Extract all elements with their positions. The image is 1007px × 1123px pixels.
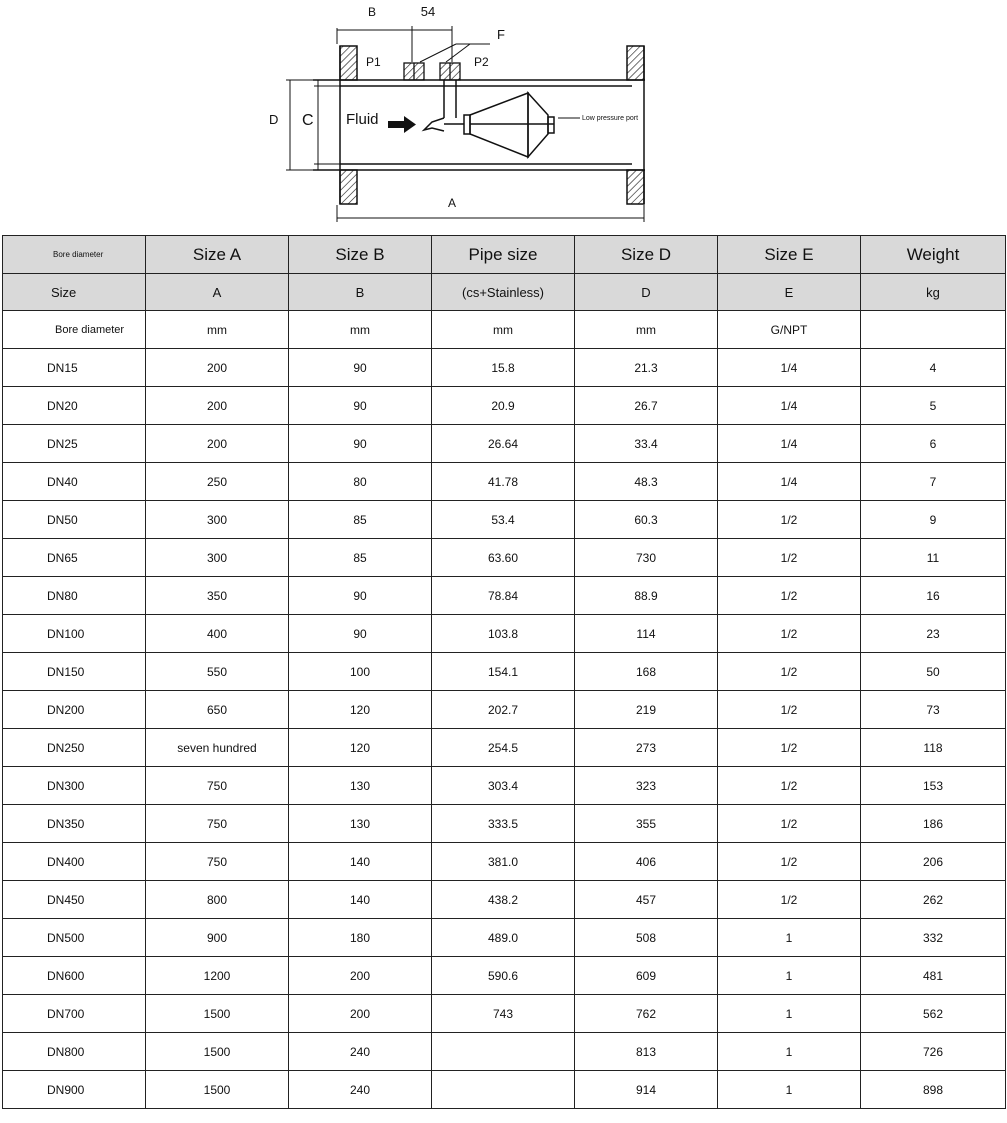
label-b: B bbox=[367, 5, 377, 19]
cell-size-a: 900 bbox=[146, 919, 289, 957]
cell-size-e: 1/2 bbox=[718, 615, 861, 653]
cell-size-b: 240 bbox=[289, 1071, 432, 1109]
cell-size-b: 90 bbox=[289, 349, 432, 387]
cell-weight: 118 bbox=[861, 729, 1006, 767]
cell-size-e: 1/4 bbox=[718, 463, 861, 501]
cell-size-e: 1/4 bbox=[718, 349, 861, 387]
cell-weight: 481 bbox=[861, 957, 1006, 995]
cell-bore-size: Size bbox=[3, 274, 146, 311]
cell-size-d: 273 bbox=[575, 729, 718, 767]
cell-size-d: 21.3 bbox=[575, 349, 718, 387]
cell-size-b: 130 bbox=[289, 805, 432, 843]
cell-size-a: 650 bbox=[146, 691, 289, 729]
cell-weight: 153 bbox=[861, 767, 1006, 805]
cell-weight: 5 bbox=[861, 387, 1006, 425]
cell-size-d: Size D bbox=[575, 236, 718, 274]
cell-weight: 11 bbox=[861, 539, 1006, 577]
cell-weight: 262 bbox=[861, 881, 1006, 919]
cell-size-b: mm bbox=[289, 311, 432, 349]
cell-size-d: 914 bbox=[575, 1071, 718, 1109]
cell-size-a: 1500 bbox=[146, 1033, 289, 1071]
cell-weight: 4 bbox=[861, 349, 1006, 387]
label-a: A bbox=[447, 196, 457, 210]
cell-size-b: 140 bbox=[289, 881, 432, 919]
table-row bbox=[3, 539, 1006, 577]
table-row bbox=[3, 843, 1006, 881]
cell-pipe-size: 26.64 bbox=[432, 425, 575, 463]
cell-pipe-size: Pipe size bbox=[432, 236, 575, 274]
cell-size-b: 80 bbox=[289, 463, 432, 501]
cell-bore-size: DN350 bbox=[3, 805, 146, 843]
cone-element bbox=[424, 80, 554, 157]
cell-size-d: 813 bbox=[575, 1033, 718, 1071]
label-54: 54 bbox=[420, 4, 436, 19]
cell-size-e: 1 bbox=[718, 995, 861, 1033]
cell-size-b: 120 bbox=[289, 691, 432, 729]
cell-weight: 332 bbox=[861, 919, 1006, 957]
cell-bore-size: DN150 bbox=[3, 653, 146, 691]
cell-pipe-size: 381.0 bbox=[432, 843, 575, 881]
flow-arrow bbox=[388, 116, 416, 133]
cell-weight: 9 bbox=[861, 501, 1006, 539]
table-row bbox=[3, 387, 1006, 425]
table-row bbox=[3, 1071, 1006, 1109]
table-row bbox=[3, 995, 1006, 1033]
table-row bbox=[3, 691, 1006, 729]
cell-bore-size: DN600 bbox=[3, 957, 146, 995]
cell-bore-size: DN900 bbox=[3, 1071, 146, 1109]
header-row bbox=[3, 274, 1006, 311]
cell-pipe-size: 41.78 bbox=[432, 463, 575, 501]
cell-size-e: 1/2 bbox=[718, 805, 861, 843]
cell-weight: 7 bbox=[861, 463, 1006, 501]
cell-size-a: 800 bbox=[146, 881, 289, 919]
cell-size-d: 48.3 bbox=[575, 463, 718, 501]
label-p1: P1 bbox=[366, 55, 381, 69]
cell-weight: 898 bbox=[861, 1071, 1006, 1109]
cell-size-b: 200 bbox=[289, 995, 432, 1033]
cell-pipe-size bbox=[432, 1033, 575, 1071]
cell-size-a: 250 bbox=[146, 463, 289, 501]
cell-size-d: 219 bbox=[575, 691, 718, 729]
cell-weight: kg bbox=[861, 274, 1006, 311]
label-p2: P2 bbox=[474, 55, 489, 69]
cell-size-e: 1/4 bbox=[718, 425, 861, 463]
table-row bbox=[3, 615, 1006, 653]
cell-weight: 6 bbox=[861, 425, 1006, 463]
table-row bbox=[3, 577, 1006, 615]
cell-size-e: 1/2 bbox=[718, 501, 861, 539]
flowmeter-dimension-drawing bbox=[0, 0, 1007, 232]
cell-size-e: 1 bbox=[718, 957, 861, 995]
pressure-tap-p2 bbox=[440, 63, 460, 80]
cell-size-d: 762 bbox=[575, 995, 718, 1033]
cell-weight: 16 bbox=[861, 577, 1006, 615]
cell-bore-size: Bore diameter bbox=[3, 311, 146, 349]
cell-size-e: 1 bbox=[718, 1071, 861, 1109]
cell-pipe-size: 53.4 bbox=[432, 501, 575, 539]
cell-size-b: 130 bbox=[289, 767, 432, 805]
cell-size-a: A bbox=[146, 274, 289, 311]
cell-size-d: 355 bbox=[575, 805, 718, 843]
cell-bore-size: DN700 bbox=[3, 995, 146, 1033]
cell-bore-size: DN800 bbox=[3, 1033, 146, 1071]
cell-size-b: 180 bbox=[289, 919, 432, 957]
cell-size-d: 508 bbox=[575, 919, 718, 957]
cell-size-a: 750 bbox=[146, 843, 289, 881]
cell-size-d: mm bbox=[575, 311, 718, 349]
cell-size-e: E bbox=[718, 274, 861, 311]
cell-bore-size: DN250 bbox=[3, 729, 146, 767]
cell-size-e: 1/2 bbox=[718, 881, 861, 919]
table-row bbox=[3, 463, 1006, 501]
cell-size-b: 85 bbox=[289, 501, 432, 539]
cell-size-e: G/NPT bbox=[718, 311, 861, 349]
cell-bore-size: DN50 bbox=[3, 501, 146, 539]
cell-size-d: 60.3 bbox=[575, 501, 718, 539]
cell-size-d: 33.4 bbox=[575, 425, 718, 463]
cell-pipe-size: 20.9 bbox=[432, 387, 575, 425]
cell-size-b: 120 bbox=[289, 729, 432, 767]
cell-size-b: 100 bbox=[289, 653, 432, 691]
table-row bbox=[3, 425, 1006, 463]
cell-size-b: 90 bbox=[289, 387, 432, 425]
cell-size-d: 168 bbox=[575, 653, 718, 691]
table-row bbox=[3, 767, 1006, 805]
label-d: D bbox=[269, 112, 279, 127]
cell-size-e: Size E bbox=[718, 236, 861, 274]
cell-pipe-size: (cs+Stainless) bbox=[432, 274, 575, 311]
flange-right bbox=[627, 46, 644, 204]
cell-weight: 73 bbox=[861, 691, 1006, 729]
cell-size-b: 90 bbox=[289, 425, 432, 463]
cell-size-e: 1/2 bbox=[718, 843, 861, 881]
table-row bbox=[3, 501, 1006, 539]
cell-pipe-size: 15.8 bbox=[432, 349, 575, 387]
cell-size-d: D bbox=[575, 274, 718, 311]
cell-size-a: 300 bbox=[146, 501, 289, 539]
cell-size-e: 1 bbox=[718, 919, 861, 957]
cell-bore-size: DN20 bbox=[3, 387, 146, 425]
cell-pipe-size: 438.2 bbox=[432, 881, 575, 919]
cell-pipe-size: 103.8 bbox=[432, 615, 575, 653]
pressure-tap-p1 bbox=[404, 63, 424, 80]
cell-pipe-size: 78.84 bbox=[432, 577, 575, 615]
cell-size-e: 1/4 bbox=[718, 387, 861, 425]
cell-size-d: 114 bbox=[575, 615, 718, 653]
cell-size-d: 88.9 bbox=[575, 577, 718, 615]
cell-bore-size: DN400 bbox=[3, 843, 146, 881]
cell-pipe-size: 743 bbox=[432, 995, 575, 1033]
cell-size-a: 400 bbox=[146, 615, 289, 653]
cell-size-b: B bbox=[289, 274, 432, 311]
cell-pipe-size: 254.5 bbox=[432, 729, 575, 767]
table-row bbox=[3, 957, 1006, 995]
cell-size-a: 200 bbox=[146, 349, 289, 387]
cell-size-d: 323 bbox=[575, 767, 718, 805]
cell-pipe-size: 590.6 bbox=[432, 957, 575, 995]
cell-bore-size: DN450 bbox=[3, 881, 146, 919]
table-row bbox=[3, 1033, 1006, 1071]
cell-size-a: 200 bbox=[146, 387, 289, 425]
cell-size-b: 140 bbox=[289, 843, 432, 881]
dimension-table bbox=[2, 235, 1006, 1109]
cell-weight: 50 bbox=[861, 653, 1006, 691]
cell-size-d: 26.7 bbox=[575, 387, 718, 425]
cell-size-e: 1/2 bbox=[718, 653, 861, 691]
cell-size-e: 1/2 bbox=[718, 577, 861, 615]
units-row bbox=[3, 311, 1006, 349]
cell-size-a: 1500 bbox=[146, 995, 289, 1033]
cell-size-a: 750 bbox=[146, 767, 289, 805]
cell-bore-size: DN500 bbox=[3, 919, 146, 957]
header-row bbox=[3, 236, 1006, 274]
cell-pipe-size: 333.5 bbox=[432, 805, 575, 843]
cell-weight bbox=[861, 311, 1006, 349]
cell-size-b: 90 bbox=[289, 577, 432, 615]
cell-weight: 186 bbox=[861, 805, 1006, 843]
cell-size-a: seven hundred bbox=[146, 729, 289, 767]
cell-bore-size: DN15 bbox=[3, 349, 146, 387]
cell-size-a: 300 bbox=[146, 539, 289, 577]
cell-bore-size: DN100 bbox=[3, 615, 146, 653]
label-c: C bbox=[302, 112, 314, 129]
cell-size-a: 350 bbox=[146, 577, 289, 615]
cell-size-b: 200 bbox=[289, 957, 432, 995]
table-row bbox=[3, 805, 1006, 843]
table-row bbox=[3, 881, 1006, 919]
cell-size-a: 1200 bbox=[146, 957, 289, 995]
cell-size-d: 457 bbox=[575, 881, 718, 919]
cell-pipe-size bbox=[432, 1071, 575, 1109]
cell-size-a: 550 bbox=[146, 653, 289, 691]
table-row bbox=[3, 349, 1006, 387]
cell-pipe-size: 303.4 bbox=[432, 767, 575, 805]
cell-pipe-size: 154.1 bbox=[432, 653, 575, 691]
table-row bbox=[3, 653, 1006, 691]
cell-bore-size: DN200 bbox=[3, 691, 146, 729]
cell-size-a: 200 bbox=[146, 425, 289, 463]
label-fluid: Fluid bbox=[346, 111, 379, 128]
cell-size-a: mm bbox=[146, 311, 289, 349]
cell-pipe-size: mm bbox=[432, 311, 575, 349]
cell-size-e: 1/2 bbox=[718, 729, 861, 767]
cell-bore-size: DN40 bbox=[3, 463, 146, 501]
cell-size-e: 1/2 bbox=[718, 691, 861, 729]
cell-pipe-size: 202.7 bbox=[432, 691, 575, 729]
cell-weight: 23 bbox=[861, 615, 1006, 653]
cell-weight: 562 bbox=[861, 995, 1006, 1033]
cell-size-b: 240 bbox=[289, 1033, 432, 1071]
cell-size-e: 1 bbox=[718, 1033, 861, 1071]
cell-weight: 206 bbox=[861, 843, 1006, 881]
cell-size-a: 1500 bbox=[146, 1071, 289, 1109]
cell-size-a: Size A bbox=[146, 236, 289, 274]
cell-size-b: 85 bbox=[289, 539, 432, 577]
cell-size-e: 1/2 bbox=[718, 539, 861, 577]
cell-size-d: 730 bbox=[575, 539, 718, 577]
cell-size-e: 1/2 bbox=[718, 767, 861, 805]
cell-size-b: 90 bbox=[289, 615, 432, 653]
label-low-pressure-port: Low pressure port bbox=[582, 115, 639, 122]
cell-bore-size: DN80 bbox=[3, 577, 146, 615]
table-row bbox=[3, 729, 1006, 767]
cell-pipe-size: 63.60 bbox=[432, 539, 575, 577]
cell-size-d: 406 bbox=[575, 843, 718, 881]
cell-size-b: Size B bbox=[289, 236, 432, 274]
cell-bore-size: DN300 bbox=[3, 767, 146, 805]
cell-pipe-size: 489.0 bbox=[432, 919, 575, 957]
cell-weight: Weight bbox=[861, 236, 1006, 274]
cell-size-a: 750 bbox=[146, 805, 289, 843]
cell-bore-size: DN25 bbox=[3, 425, 146, 463]
cell-size-d: 609 bbox=[575, 957, 718, 995]
cell-weight: 726 bbox=[861, 1033, 1006, 1071]
table-row bbox=[3, 919, 1006, 957]
cell-bore-size: Bore diameter bbox=[3, 236, 146, 274]
cell-bore-size: DN65 bbox=[3, 539, 146, 577]
label-f: F bbox=[497, 27, 505, 42]
